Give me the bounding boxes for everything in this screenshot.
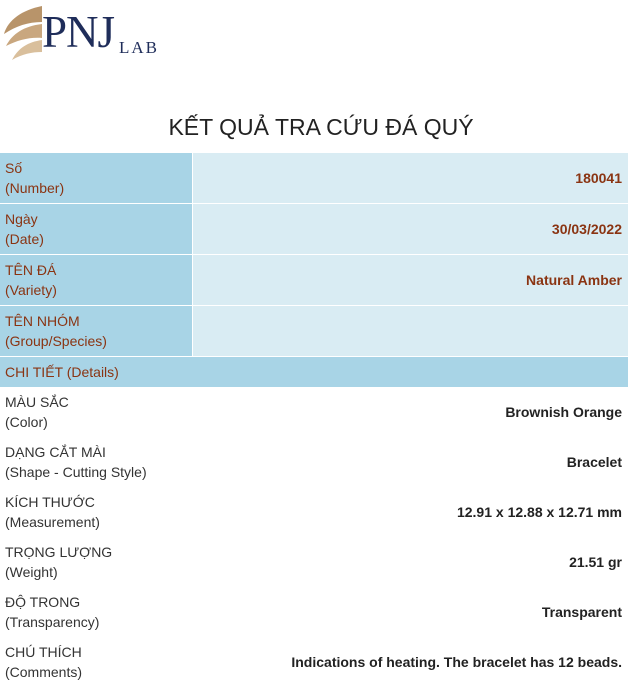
result-sheet <box>0 153 628 687</box>
comments-label-vi: CHÚ THÍCH <box>5 644 82 660</box>
number-row <box>0 153 628 204</box>
pnj-lab-logo[interactable] <box>0 0 170 72</box>
number-label-en: (Number) <box>5 180 65 196</box>
details-header: CHI TIẾT (Details) <box>0 357 628 387</box>
color-row <box>0 387 628 437</box>
logo-subtitle: LAB <box>119 38 159 57</box>
comments-row <box>0 637 628 687</box>
color-value: Brownish Orange <box>505 404 622 420</box>
date-value: 30/03/2022 <box>193 204 628 254</box>
color-label-vi: MÀU SẮC <box>5 394 69 410</box>
weight-label <box>0 537 260 587</box>
shape-row <box>0 437 628 487</box>
page-title: KẾT QUẢ TRA CỨU ĐÁ QUÝ <box>168 114 474 140</box>
weight-label-vi: TRỌNG LƯỢNG <box>5 544 113 560</box>
comments-label-en: (Comments) <box>5 664 83 680</box>
shape-label-vi: DẠNG CẮT MÀI <box>5 444 106 460</box>
logo-mark-icon <box>2 2 44 64</box>
measurement-label <box>0 487 260 537</box>
number-label <box>0 153 193 203</box>
transparency-value: Transparent <box>541 604 622 620</box>
date-label-en: (Date) <box>5 231 44 247</box>
group-label-en: (Group/Species) <box>5 333 107 349</box>
variety-row <box>0 255 628 306</box>
comments-label <box>0 637 260 687</box>
weight-label-en: (Weight) <box>5 564 58 580</box>
transparency-label-en: (Transparency) <box>5 614 100 630</box>
transparency-label-vi: ĐỘ TRONG <box>5 594 81 610</box>
weight-row <box>0 537 628 587</box>
number-value: 180041 <box>193 153 628 203</box>
transparency-row <box>0 587 628 637</box>
shape-value: Bracelet <box>566 454 622 470</box>
variety-value: Natural Amber <box>193 255 628 305</box>
number-label-vi: Số <box>5 160 23 176</box>
group-label-vi: TÊN NHÓM <box>5 313 80 329</box>
date-row <box>0 204 628 255</box>
date-label-vi: Ngày <box>5 211 38 227</box>
measurement-value: 12.91 x 12.88 x 12.71 mm <box>456 504 622 520</box>
shape-label <box>0 437 260 487</box>
variety-label-vi: TÊN ĐÁ <box>5 262 57 278</box>
variety-label-en: (Variety) <box>5 282 57 298</box>
measurement-label-vi: KÍCH THƯỚC <box>5 494 95 510</box>
measurement-label-en: (Measurement) <box>5 514 100 530</box>
color-label <box>0 387 260 437</box>
group-label <box>0 306 193 356</box>
measurement-row <box>0 487 628 537</box>
transparency-label <box>0 587 260 637</box>
weight-value: 21.51 gr <box>569 554 622 570</box>
date-label <box>0 204 193 254</box>
group-value <box>193 306 628 356</box>
logo-wordmark: PNJ <box>42 7 115 57</box>
variety-label <box>0 255 193 305</box>
comments-value: Indications of heating. The bracelet has 12 beads. <box>291 654 622 670</box>
color-label-en: (Color) <box>5 414 48 430</box>
shape-label-en: (Shape - Cutting Style) <box>5 464 147 480</box>
group-row <box>0 306 628 357</box>
